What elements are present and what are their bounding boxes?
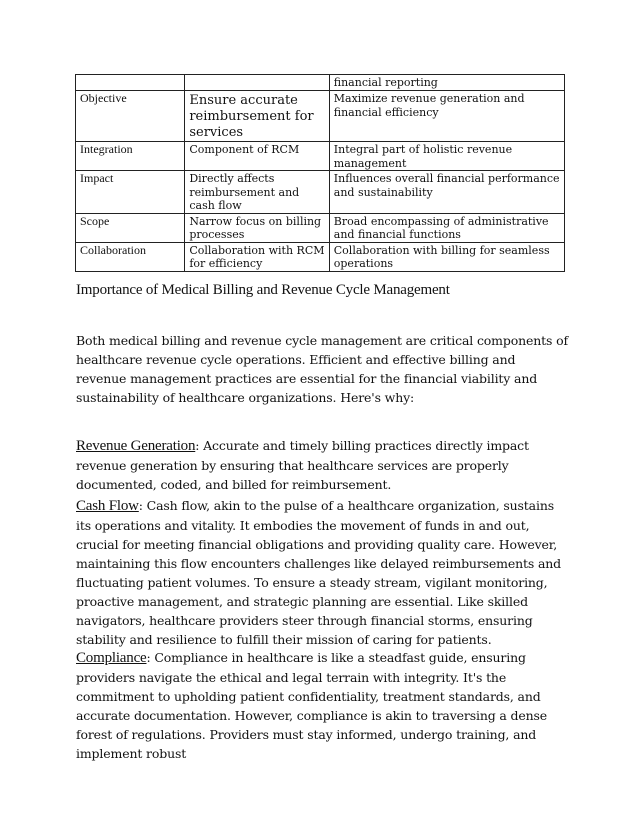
section-heading: Importance of Medical Billing and Revenue Cycle Management bbox=[76, 282, 450, 298]
table-cell: Broad encompassing of administrative and financial functions bbox=[329, 213, 564, 242]
intro-paragraph: Both medical billing and revenue cycle management are critical components of healthcare revenue cycle operations. Efficient and effective billing and revenue management practices are essential for the financial viability and sustainability of healthcare organizations. Here's why: bbox=[76, 333, 568, 405]
point-term: Cash Flow bbox=[76, 498, 139, 514]
table-row bbox=[76, 171, 565, 214]
row-label: Impact bbox=[76, 171, 185, 214]
row-label: Integration bbox=[76, 142, 185, 171]
table-cell bbox=[185, 75, 329, 91]
table-cell: Narrow focus on billing processes bbox=[185, 213, 329, 242]
table-cell: Ensure accurate reimbursement for services bbox=[185, 91, 329, 142]
table-row bbox=[76, 91, 565, 142]
point-cash-flow bbox=[76, 496, 568, 649]
table-row bbox=[76, 213, 565, 242]
table-row bbox=[76, 75, 565, 91]
table-row bbox=[76, 242, 565, 271]
point-term: Revenue Generation bbox=[76, 438, 196, 454]
row-label: Objective bbox=[76, 91, 185, 142]
comparison-table bbox=[75, 74, 565, 272]
table-cell: Component of RCM bbox=[185, 142, 329, 171]
table-cell: Collaboration with billing for seamless operations bbox=[329, 242, 564, 271]
table-cell bbox=[76, 75, 185, 91]
point-compliance bbox=[76, 648, 568, 763]
table-cell: Integral part of holistic revenue management bbox=[329, 142, 564, 171]
row-label: Scope bbox=[76, 213, 185, 242]
row-label: Collaboration bbox=[76, 242, 185, 271]
point-revenue-generation bbox=[76, 436, 568, 494]
table-cell: financial reporting bbox=[329, 75, 564, 91]
point-text: : Compliance in healthcare is like a steadfast guide, ensuring providers navigate the ethical and legal terrain with integrity. It's the commitment to upholding patient confidentiality, treatment standards, and accurate documentation. However, compliance is akin to traversing a dense forest of regulations. Providers must stay informed, undergo training, and implement robust bbox=[76, 650, 548, 761]
point-text: : Cash flow, akin to the pulse of a healthcare organization, sustains its operations and vitality. It embodies the movement of funds in and out, crucial for meeting financial obligations and providing quality care. However, maintaining this flow encounters challenges like delayed reimbursements and fluctuating patient volumes. To ensure a steady stream, vigilant monitoring, proactive management, and strategic planning are essential. Like skilled navigators, healthcare providers steer through financial storms, ensuring stability and resilience to fulfill their mission of caring for patients. bbox=[76, 498, 562, 647]
point-term: Compliance bbox=[76, 650, 147, 666]
table-cell: Influences overall financial performance and sustainability bbox=[329, 171, 564, 214]
table-cell: Collaboration with RCM for efficiency bbox=[185, 242, 329, 271]
table-row bbox=[76, 142, 565, 171]
table-cell: Directly affects reimbursement and cash flow bbox=[185, 171, 329, 214]
point-text: : Accurate and timely billing practices directly impact revenue generation by ensuring that healthcare services are properly documented, coded, and billed for reimbursement. bbox=[76, 438, 529, 492]
table-cell: Maximize revenue generation and financial efficiency bbox=[329, 91, 564, 142]
